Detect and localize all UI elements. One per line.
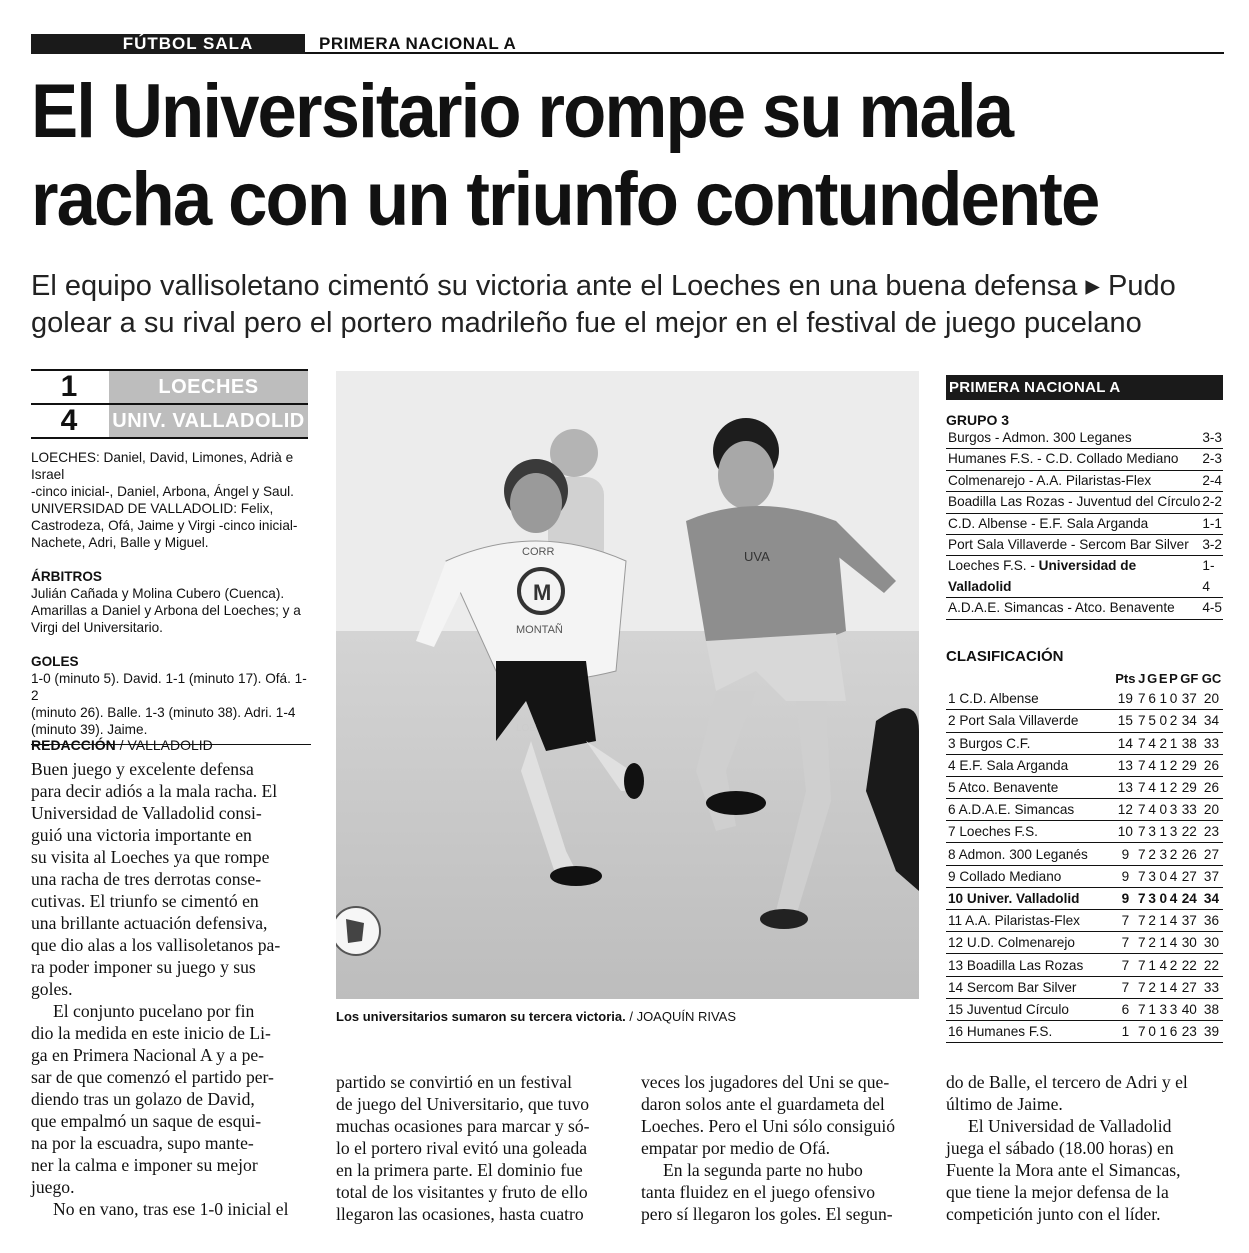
standings-cell: 33 xyxy=(1200,732,1223,754)
standings-cell: 7 xyxy=(1113,954,1137,976)
body-line: daron solos ante el guardameta del xyxy=(641,1094,885,1114)
standings-cell: 38 xyxy=(1200,998,1223,1020)
body-line: El Universidad de Valladolid xyxy=(968,1116,1172,1136)
standings-cell: 0 xyxy=(1158,710,1168,732)
standings-cell: 30 xyxy=(1200,932,1223,954)
standings-cell: 7 xyxy=(1137,821,1146,843)
goals-title: GOLES xyxy=(31,654,79,669)
result-row xyxy=(946,514,1223,535)
standings-cell: 2 xyxy=(1158,732,1168,754)
standings-title: CLASIFICACIÓN xyxy=(946,647,1064,665)
standings-header-cell: Pts xyxy=(1115,670,1136,686)
standings-cell: 9 xyxy=(1113,887,1137,909)
standings-cell: 29 xyxy=(1179,776,1200,798)
standings-team: 16 Humanes F.S. xyxy=(946,1020,1113,1042)
standings-row xyxy=(946,732,1223,754)
lineups xyxy=(31,449,311,551)
standings-cell: 7 xyxy=(1137,1020,1146,1042)
score-row-home xyxy=(31,371,308,403)
standings-cell: 5 xyxy=(1146,710,1158,732)
deck-line-2: golear a su rival pero el portero madrileño fue el mejor en el festival de juego pucelano xyxy=(31,307,1142,339)
result-match: Port Sala Villaverde - Sercom Bar Silver xyxy=(948,537,1189,553)
standings-cell: 4 xyxy=(1158,954,1168,976)
goals-line: 1-0 (minuto 5). David. 1-1 (minuto 17). Ofá. 1-2 xyxy=(31,671,307,703)
standings-row xyxy=(946,1020,1223,1042)
standings-cell: 0 xyxy=(1146,1020,1158,1042)
standings-cell: 7 xyxy=(1113,932,1137,954)
league-sidebar xyxy=(946,375,1223,1043)
standings-cell: 24 xyxy=(1179,887,1200,909)
byline-author: REDACCIÓN xyxy=(31,737,116,753)
standings-cell: 7 xyxy=(1137,932,1146,954)
standings-row xyxy=(946,932,1223,954)
body-column-2 xyxy=(336,1071,614,1225)
standings-cell: 6 xyxy=(1113,998,1137,1020)
football xyxy=(336,907,380,955)
standings-cell: 7 xyxy=(1137,998,1146,1020)
photo-caption xyxy=(336,1009,736,1024)
photo-illustration xyxy=(336,371,919,999)
body-line: goles. xyxy=(31,979,73,999)
standings-cell: 33 xyxy=(1200,976,1223,998)
standings-header-cell: E xyxy=(1158,670,1168,686)
standings-cell: 22 xyxy=(1179,954,1200,976)
standings-team: 1 C.D. Albense xyxy=(946,688,1113,710)
referees-line: Julián Cañada y Molina Cubero (Cuenca). xyxy=(31,586,285,601)
standings-row xyxy=(946,843,1223,865)
standings-team: 8 Admon. 300 Leganés xyxy=(946,843,1113,865)
standings-cell: 13 xyxy=(1113,754,1137,776)
result-score: 2-2 xyxy=(1202,494,1222,510)
body-line: que dio alas a los vallisoletanos pa- xyxy=(31,935,281,955)
headline-line-1: El Universitario rompe su mala xyxy=(31,69,1013,154)
standings-row xyxy=(946,754,1223,776)
sidebar-title: PRIMERA NACIONAL A xyxy=(946,375,1223,400)
body-line: lo el portero rival evitó una goleada xyxy=(336,1138,588,1158)
standings-cell: 1 xyxy=(1146,954,1158,976)
standings-cell: 7 xyxy=(1137,754,1146,776)
standings-cell: 3 xyxy=(1168,799,1178,821)
shirt-text: CORR xyxy=(522,546,555,558)
referees xyxy=(31,568,311,636)
standings-cell: 36 xyxy=(1200,910,1223,932)
result-row xyxy=(946,492,1223,513)
standings-row xyxy=(946,799,1223,821)
standings-header-cell: P xyxy=(1169,670,1178,686)
standings-cell: 39 xyxy=(1200,1020,1223,1042)
standings-team: 4 E.F. Sala Arganda xyxy=(946,754,1113,776)
standings-cell: 1 xyxy=(1158,910,1168,932)
standings-cell: 0 xyxy=(1158,887,1168,909)
standings-cell: 20 xyxy=(1200,688,1223,710)
standings-cell: 4 xyxy=(1146,776,1158,798)
standings-header-cell: GC xyxy=(1201,670,1222,686)
score-rule-bottom xyxy=(31,437,308,439)
body-line: empatar por medio de Ofá. xyxy=(641,1138,831,1158)
body-line: su visita al Loeches ya que rompe xyxy=(31,847,270,867)
score-away-team: UNIV. VALLADOLID xyxy=(109,405,308,437)
standings-cell: 12 xyxy=(1113,799,1137,821)
standings-cell: 3 xyxy=(1146,821,1158,843)
standings-cell: 2 xyxy=(1168,843,1178,865)
standings-cell: 40 xyxy=(1179,998,1200,1020)
referees-line: Virgi del Universitario. xyxy=(31,620,163,635)
body-line: ra poder imponer su juego y sus xyxy=(31,957,256,977)
body-paragraph xyxy=(31,1000,308,1198)
subsection-label: PRIMERA NACIONAL A xyxy=(319,34,517,53)
result-row xyxy=(946,598,1223,619)
body-line: dio la medida en este inicio de Li- xyxy=(31,1023,271,1043)
standings-cell: 3 xyxy=(1168,998,1178,1020)
shirt-logo-letter: M xyxy=(533,580,552,605)
standings-cell: 3 xyxy=(1158,998,1168,1020)
body-line: do de Balle, el tercero de Adri y el xyxy=(946,1072,1188,1092)
standings-cell: 7 xyxy=(1137,688,1146,710)
standings-cell: 27 xyxy=(1179,865,1200,887)
lineup-line: LOECHES: Daniel, David, Limones, Adrià e Israel xyxy=(31,450,294,482)
standings-cell: 2 xyxy=(1146,976,1158,998)
standings-team: 10 Univer. Valladolid xyxy=(946,887,1113,909)
referees-line: Amarillas a Daniel y Arbona del Loeches; y a xyxy=(31,603,301,618)
result-score: 2-3 xyxy=(1202,451,1222,467)
standings-cell: 38 xyxy=(1179,732,1200,754)
result-score: 1-4 xyxy=(1202,558,1215,594)
result-match: C.D. Albense - E.F. Sala Arganda xyxy=(948,515,1149,531)
standings-row xyxy=(946,910,1223,932)
standings-row xyxy=(946,998,1223,1020)
body-line: El conjunto pucelano por fin xyxy=(53,1001,255,1021)
result-row xyxy=(946,471,1223,492)
result-score: 2-4 xyxy=(1202,472,1222,488)
score-away-goals: 4 xyxy=(60,404,78,437)
body-line: Universidad de Valladolid consi- xyxy=(31,803,262,823)
standings-team: 7 Loeches F.S. xyxy=(946,821,1113,843)
standings-cell: 0 xyxy=(1158,865,1168,887)
body-line: competición junto con el líder. xyxy=(946,1204,1161,1224)
results-list xyxy=(946,428,1223,620)
standings-body xyxy=(946,688,1223,1043)
standings-cell: 26 xyxy=(1200,776,1223,798)
standings-cell: 27 xyxy=(1200,843,1223,865)
caption-credit: / JOAQUÍN RIVAS xyxy=(625,1009,737,1024)
body-line: que tiene la mejor defensa de la xyxy=(946,1182,1169,1202)
body-line: muchas ocasiones para marcar y só- xyxy=(336,1116,590,1136)
body-line: Buen juego y excelente defensa xyxy=(31,759,254,779)
lineup-line: UNIVERSIDAD DE VALLADOLID: Felix, xyxy=(31,501,274,516)
standings-cell: 3 xyxy=(1158,843,1168,865)
standings-cell: 37 xyxy=(1179,688,1200,710)
standings-cell: 15 xyxy=(1113,710,1137,732)
result-match: Burgos - Admon. 300 Leganes xyxy=(948,430,1132,445)
standings-cell: 1 xyxy=(1113,1020,1137,1042)
body-paragraph xyxy=(31,1198,308,1220)
result-score: 1-1 xyxy=(1202,515,1222,531)
body-line: No en vano, tras ese 1-0 inicial el xyxy=(53,1199,289,1219)
standings-row xyxy=(946,887,1223,909)
standings-cell: 2 xyxy=(1146,910,1158,932)
body-line: pero sí llegaron los goles. El segun- xyxy=(641,1204,893,1224)
standings-cell: 0 xyxy=(1158,799,1168,821)
body-line: cutivas. El triunfo se cimentó en xyxy=(31,891,259,911)
standings-cell: 30 xyxy=(1179,932,1200,954)
standings-cell: 1 xyxy=(1158,688,1168,710)
standings-cell: 22 xyxy=(1200,954,1223,976)
body-line: para decir adiós a la mala racha. El xyxy=(31,781,278,801)
body-line: una racha de tres derrotas conse- xyxy=(31,869,262,889)
body-line: juega el sábado (18.00 horas) en xyxy=(946,1138,1174,1158)
body-line: último de Jaime. xyxy=(946,1094,1063,1114)
standings-cell: 6 xyxy=(1168,1020,1178,1042)
standings-cell: 13 xyxy=(1113,776,1137,798)
body-line: na por la escuadra, supo mante- xyxy=(31,1133,254,1153)
standings-cell: 34 xyxy=(1200,710,1223,732)
standings-team: 5 Atco. Benavente xyxy=(946,776,1113,798)
standings-row xyxy=(946,976,1223,998)
standings-cell: 19 xyxy=(1113,688,1137,710)
goals-line: (minuto 26). Balle. 1-3 (minuto 38). Adri. 1-4 xyxy=(31,705,296,720)
body-line: Fuente la Mora ante el Simancas, xyxy=(946,1160,1181,1180)
lineup-line: -cinco inicial-, Daniel, Arbona, Ángel y Saul. xyxy=(31,484,294,499)
standings-cell: 0 xyxy=(1168,688,1178,710)
body-column-3 xyxy=(641,1071,919,1225)
standings-cell: 26 xyxy=(1179,843,1200,865)
match-photo xyxy=(336,371,919,999)
standings-cell: 10 xyxy=(1113,821,1137,843)
standings-cell: 1 xyxy=(1158,1020,1168,1042)
standings-cell: 2 xyxy=(1146,932,1158,954)
result-match: Boadilla Las Rozas - Juventud del Círculo xyxy=(948,494,1201,510)
section-kicker xyxy=(31,34,1224,54)
standings-cell: 7 xyxy=(1137,799,1146,821)
standings-team: 6 A.D.A.E. Simancas xyxy=(946,799,1113,821)
standings-cell: 4 xyxy=(1146,799,1158,821)
section-label: FÚTBOL SALA xyxy=(31,34,305,54)
standings-cell: 4 xyxy=(1168,887,1178,909)
body-line: juego. xyxy=(31,1177,75,1197)
result-score: 3-2 xyxy=(1202,537,1222,553)
body-line: tanta fluidez en el juego ofensivo xyxy=(641,1182,876,1202)
standings-header-cell: J xyxy=(1138,670,1146,686)
body-line: ga en Primera Nacional A y a pe- xyxy=(31,1045,265,1065)
standings-cell: 7 xyxy=(1137,732,1146,754)
standings-cell: 4 xyxy=(1168,865,1178,887)
result-score: 3-3 xyxy=(1202,430,1222,445)
standings-cell: 1 xyxy=(1158,821,1168,843)
standings-cell: 2 xyxy=(1168,754,1178,776)
standings-cell: 7 xyxy=(1137,954,1146,976)
body-line: Loeches. Pero el Uni sólo consiguió xyxy=(641,1116,896,1136)
standings-row xyxy=(946,776,1223,798)
standings-header-cell: G xyxy=(1147,670,1158,686)
standings-header-cell: GF xyxy=(1180,670,1199,686)
standings-cell: 33 xyxy=(1179,799,1200,821)
standings-cell: 20 xyxy=(1200,799,1223,821)
deck-line-1: El equipo vallisoletano cimentó su victoria ante el Loeches en una buena defensa ▸ Pudo xyxy=(31,270,1176,302)
standings-cell: 1 xyxy=(1146,998,1158,1020)
standings-cell: 6 xyxy=(1146,688,1158,710)
standings-cell: 4 xyxy=(1168,976,1178,998)
standings-cell: 4 xyxy=(1146,754,1158,776)
lineup-line: Nachete, Adri, Balle y Miguel. xyxy=(31,535,209,550)
match-facts xyxy=(31,449,311,745)
body-line: veces los jugadores del Uni se que- xyxy=(641,1072,890,1092)
score-home-goals: 1 xyxy=(60,370,78,403)
body-line: En la segunda parte no hubo xyxy=(663,1160,863,1180)
standings-row xyxy=(946,688,1223,710)
standings-cell: 7 xyxy=(1137,865,1146,887)
standings-cell: 1 xyxy=(1158,776,1168,798)
body-paragraph xyxy=(31,758,308,1000)
result-match: A.D.A.E. Simancas - Atco. Benavente xyxy=(948,600,1175,616)
body-line: ner la calma e imponer su mejor xyxy=(31,1155,258,1175)
deck xyxy=(31,268,1231,342)
body-line: total de los visitantes y fruto de ello xyxy=(336,1182,588,1202)
standings-cell: 1 xyxy=(1158,932,1168,954)
standings-cell: 7 xyxy=(1137,710,1146,732)
standings-row xyxy=(946,710,1223,732)
shorts-text: LOE xyxy=(516,723,537,734)
caption-text: Los universitarios sumaron su tercera victoria. xyxy=(336,1009,626,1024)
standings-cell: 3 xyxy=(1146,887,1158,909)
result-row xyxy=(946,556,1223,598)
standings-cell: 34 xyxy=(1179,710,1200,732)
body-line: guió una victoria importante en xyxy=(31,825,252,845)
standings-team: 11 A.A. Pilaristas-Flex xyxy=(946,910,1113,932)
result-match xyxy=(948,556,1202,597)
standings-cell: 4 xyxy=(1146,732,1158,754)
referees-title: ÁRBITROS xyxy=(31,569,102,584)
standings-cell: 22 xyxy=(1179,821,1200,843)
goals-line: (minuto 39). Jaime. xyxy=(31,722,148,737)
standings-cell: 26 xyxy=(1200,754,1223,776)
body-line: en la primera parte. El dominio fue xyxy=(336,1160,583,1180)
standings-cell: 4 xyxy=(1168,910,1178,932)
standings-cell: 7 xyxy=(1137,887,1146,909)
standings-header-team xyxy=(946,671,1113,688)
standings-cell: 7 xyxy=(1113,910,1137,932)
standings-row xyxy=(946,821,1223,843)
byline xyxy=(31,737,213,753)
lineup-line: Castrodeza, Ofá, Jaime y Virgi -cinco inicial- xyxy=(31,518,298,533)
standings-cell: 2 xyxy=(1168,710,1178,732)
group-title: GRUPO 3 xyxy=(946,412,1010,428)
standings-cell: 23 xyxy=(1179,1020,1200,1042)
result-row xyxy=(946,428,1223,449)
standings-cell: 2 xyxy=(1168,954,1178,976)
shirt-sponsor: MONTAÑ xyxy=(516,624,563,636)
standings-cell: 2 xyxy=(1168,776,1178,798)
standings-cell: 7 xyxy=(1113,976,1137,998)
body-line: una brillante actuación defensiva, xyxy=(31,913,268,933)
standings-row xyxy=(946,865,1223,887)
standings-team: 9 Collado Mediano xyxy=(946,865,1113,887)
standings-row xyxy=(946,954,1223,976)
jersey-text: UVA xyxy=(744,549,770,564)
result-match: Humanes F.S. - C.D. Collado Mediano xyxy=(948,451,1179,467)
headline-line-2: racha con un triunfo contundente xyxy=(31,157,1099,242)
body-line: de juego del Universitario, que tuvo xyxy=(336,1094,590,1114)
standings-cell: 1 xyxy=(1168,732,1178,754)
standings-cell: 7 xyxy=(1137,976,1146,998)
standings-cell: 37 xyxy=(1179,910,1200,932)
standings-cell: 1 xyxy=(1158,976,1168,998)
standings-cell: 4 xyxy=(1168,932,1178,954)
standings-cell: 3 xyxy=(1146,865,1158,887)
result-row xyxy=(946,535,1223,556)
result-match: Colmenarejo - A.A. Pilaristas-Flex xyxy=(948,472,1152,488)
standings-table xyxy=(946,671,1223,1044)
standings-cell: 3 xyxy=(1168,821,1178,843)
result-score: 4-5 xyxy=(1202,600,1222,616)
body-line: sar de que comenzó el partido per- xyxy=(31,1067,274,1087)
standings-cell: 2 xyxy=(1146,843,1158,865)
body-line: llegaron las ocasiones, hasta cuatro xyxy=(336,1204,584,1224)
score-row-away xyxy=(31,405,308,437)
body-line: que empalmó un saque de esqui- xyxy=(31,1111,262,1131)
standings-cell: 23 xyxy=(1200,821,1223,843)
result-row xyxy=(946,449,1223,470)
result-match-away: Universidad de Valladolid xyxy=(948,558,1137,594)
standings-cell: 9 xyxy=(1113,865,1137,887)
body-line: diendo tras un golazo de David, xyxy=(31,1089,255,1109)
standings-cell: 7 xyxy=(1137,843,1146,865)
byline-place: / VALLADOLID xyxy=(115,737,213,753)
standings-header-row xyxy=(946,671,1223,688)
standings-cell: 37 xyxy=(1200,865,1223,887)
standings-team: 13 Boadilla Las Rozas xyxy=(946,954,1113,976)
standings-team: 15 Juventud Círculo xyxy=(946,998,1113,1020)
standings-team: 2 Port Sala Villaverde xyxy=(946,710,1113,732)
standings-cell: 34 xyxy=(1200,887,1223,909)
score-home-team: LOECHES xyxy=(109,371,308,403)
standings-cell: 14 xyxy=(1113,732,1137,754)
standings-cell: 1 xyxy=(1158,754,1168,776)
standings-cell: 7 xyxy=(1137,776,1146,798)
body-line: partido se convirtió en un festival xyxy=(336,1072,572,1092)
goals xyxy=(31,653,311,745)
result-match-home: Loeches F.S. - xyxy=(948,558,1039,574)
standings-cell: 7 xyxy=(1137,910,1146,932)
standings-cell: 29 xyxy=(1179,754,1200,776)
standings-cell: 27 xyxy=(1179,976,1200,998)
body-column-4 xyxy=(946,1071,1224,1225)
standings-team: 14 Sercom Bar Silver xyxy=(946,976,1113,998)
headline xyxy=(31,68,1147,244)
body-column-1 xyxy=(31,758,308,1220)
standings-team: 3 Burgos C.F. xyxy=(946,732,1113,754)
standings-team: 12 U.D. Colmenarejo xyxy=(946,932,1113,954)
standings-cell: 9 xyxy=(1113,843,1137,865)
